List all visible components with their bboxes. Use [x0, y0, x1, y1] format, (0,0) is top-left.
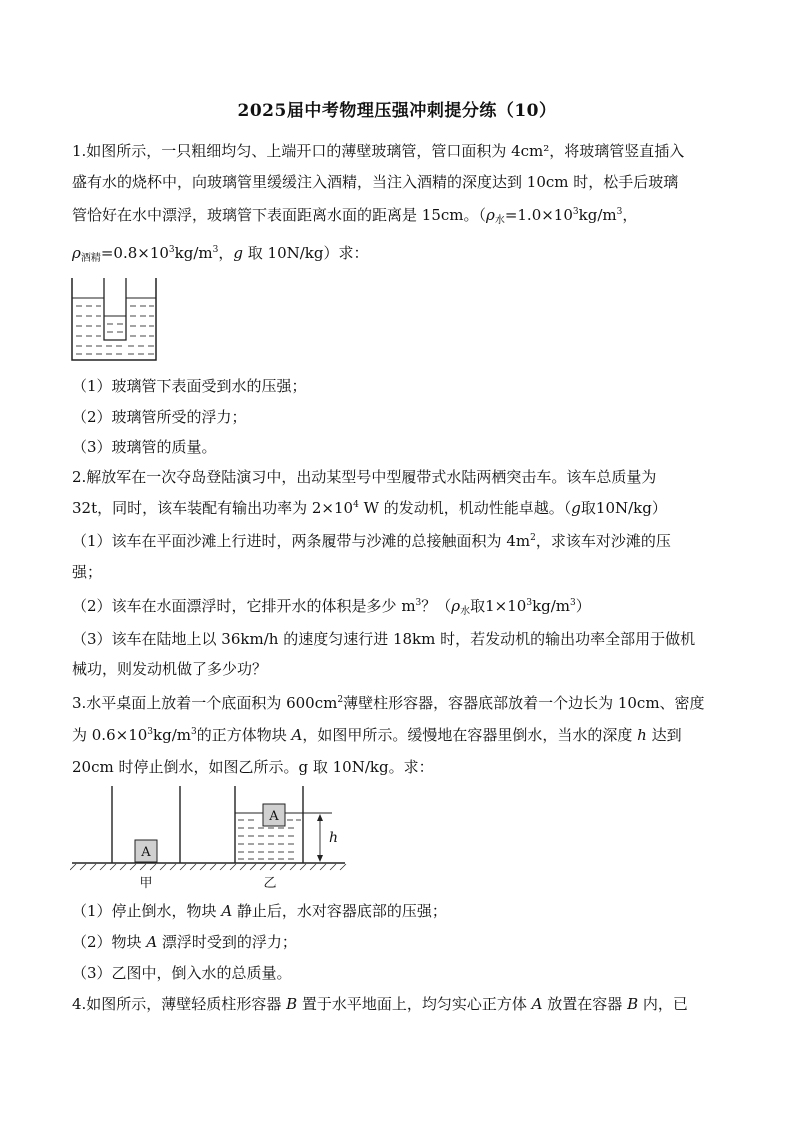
q3-line-1: 3.水平桌面上放着一个底面积为 $600cm^2$薄壁柱形容器，容器底部放着一个边长为 10cm、密度 [72, 694, 705, 712]
q3-sub-3: （3）乙图中，倒入水的总质量。 [72, 964, 292, 982]
q2-sub-3-cont: 械功，则发动机做了多少功？ [72, 660, 268, 678]
q2-line-1: 2.解放军在一次夺岛登陆演习中，出动某型号中型履带式水陆两栖突击车。该车总质量为 [72, 468, 657, 486]
page-title: 2025届中考物理压强冲刺提分练（10） [237, 101, 557, 121]
q2-line-2: 32t，同时，该车装配有输出功率为 $2\times 10^4$ W 的发动机，机动性能卓越。（g取10N/kg） [72, 499, 667, 517]
q1-sub-2: （2）玻璃管所受的浮力； [72, 408, 247, 426]
q2-sub-1-cont: 强； [72, 563, 103, 581]
q2-sub-1: （1）该车在平面沙滩上行进时，两条履带与沙滩的总接触面积为 $4m^2$，求该车对沙滩的压 [72, 532, 671, 550]
fig-jia-label: 甲 [139, 876, 153, 891]
q2-sub-2: （2）该车在水面漂浮时，它排开水的体积是多少 $m^3$？（$\rho_水$取$1\times 10^3kg/m^3$） [72, 597, 591, 617]
q1-line-3: 管恰好在水中漂浮，玻璃管下表面距离水面的距离是 15cm。（$\rho_水=1.0\times 10^3kg/m^3$， [72, 206, 638, 226]
q3-sub-1: （1）停止倒水，物块 A 静止后，水对容器底部的压强； [72, 902, 447, 920]
fig-yi-label: 乙 [263, 876, 277, 891]
q3-sub-2: （2）物块 A 漂浮时受到的浮力； [72, 933, 297, 951]
q1-line-1: 1.如图所示，一只粗细均匀、上端开口的薄壁玻璃管，管口面积为 4cm²，将玻璃管竖直插入 [72, 142, 685, 160]
q1-line-2: 盛有水的烧杯中，向玻璃管里缓缓注入酒精，当注入酒精的深度达到 10cm 时，松手后玻璃 [72, 173, 679, 191]
h-label: h [329, 830, 339, 846]
block-a-label-left: A [141, 845, 151, 860]
q2-sub-3: （3）该车在陆地上以 36km/h 的速度匀速行进 18km 时，若发动机的输出功率全部用于做机 [72, 630, 696, 648]
q3-line-3: 20cm 时停止倒水，如图乙所示。g 取 10N/kg。求： [72, 758, 434, 776]
q1-sub-1: （1）玻璃管下表面受到水的压强； [72, 377, 307, 395]
q1-sub-3: （3）玻璃管的质量。 [72, 438, 217, 456]
q3-container-figure [70, 784, 350, 892]
q1-line-4: $\rho_{酒精}=0.8\times 10^3kg/m^3$，g 取 10N/kg）求： [72, 244, 369, 264]
q4-line-1: 4.如图所示，薄壁轻质柱形容器 B 置于水平地面上，均匀实心正方体 A 放置在容器 B 内，已 [72, 995, 688, 1013]
q3-line-2: 为 $0.6\times 10^3kg/m^3$的正方体物块 A，如图甲所示。缓慢地在容器里倒水，当水的深度 h 达到 [72, 726, 682, 744]
block-a-label-right: A [269, 809, 279, 824]
q1-beaker-figure [70, 276, 160, 364]
